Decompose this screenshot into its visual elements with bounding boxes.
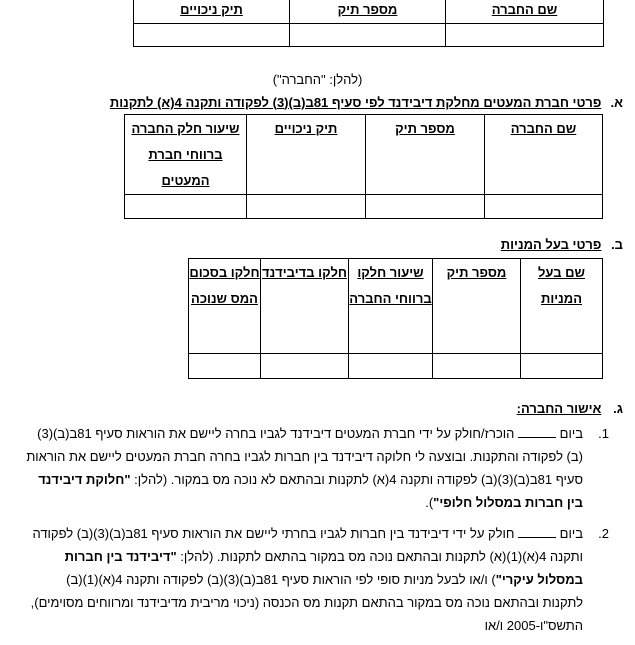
section-b-letter: ב. — [611, 237, 623, 252]
header-file-number: מספר תיק — [290, 0, 446, 24]
a-file-number-cell[interactable] — [366, 195, 485, 219]
b-shareholder-name-cell[interactable] — [521, 354, 603, 379]
header-b-tax-share: חלקו בסכום המס שנוכה — [189, 259, 261, 354]
header-a-company-name: שם החברה — [485, 115, 603, 195]
defined-term: "חלוקת דיבידנד בין חברות במסלול חלופי" — [38, 472, 583, 510]
few-shareholders-company-table — [124, 114, 603, 219]
section-a-title: פרטי חברת המעטים מחלקת דיבידנד לפי סעיף 81ב(ב)(3) לפקודה ותקנה 4(א) לתקנות — [109, 95, 602, 110]
header-b-shareholder-name: שם בעל המניות — [521, 259, 603, 354]
file-number-cell[interactable] — [290, 24, 446, 47]
item-text: הוכרז/חולק על ידי חברת המעטים דיבידנד לגביו בחרה ליישם את הוראות סעיף 81ב(ב)(3)(ב) לפקודה והתקנות. ובוצעה לי חלוקה דיבידנד בין חברות לגביו בחרה חברת המעטים ליישם את הוראות סעיף 81ב(ב)(3)(ב) לפקודה ותקנה 4(א) לתקנות ובהתאם לא נוכה מס במקור. (להלן: — [26, 426, 583, 487]
header-a-file-number: מספר תיק — [366, 115, 485, 195]
a-share-rate-cell[interactable] — [125, 195, 247, 219]
header-company-name: שם החברה — [446, 0, 604, 24]
b-tax-share-cell[interactable] — [189, 354, 261, 379]
company-name-cell[interactable] — [446, 24, 604, 47]
company-approval-items — [23, 422, 623, 645]
item-text: ביום — [559, 426, 583, 441]
header-b-file-number: מספר תיק — [433, 259, 521, 354]
a-company-name-cell[interactable] — [485, 195, 603, 219]
item-number: 1. — [598, 426, 609, 441]
item-text: חולק על ידי דיבידנד בין חברות לגביו בחרתי ליישם את הוראות סעיף 81ב(ב)(3)(ב) לפקודה ותקנה 4(א)(1)(א) לתקנות ובהתאם נוכה מס במקור בהתאם לתקנות. (להלן: — [32, 526, 583, 564]
item-text: ). — [425, 495, 434, 510]
item-text: ביום — [559, 526, 583, 541]
b-dividend-share-cell[interactable] — [261, 354, 349, 379]
b-profit-share-cell[interactable] — [349, 354, 433, 379]
section-b-title: פרטי בעל המניות — [500, 237, 602, 252]
approval-item-2 — [23, 522, 623, 637]
date-blank-1[interactable] — [518, 424, 556, 438]
header-a-share-rate: שיעור חלק החברה ברווחי חברת המעטים — [125, 115, 247, 195]
section-a-heading — [110, 95, 623, 110]
section-c-heading — [517, 401, 623, 416]
deductions-file-cell[interactable] — [134, 24, 290, 47]
section-c-title: אישור החברה: — [516, 401, 602, 416]
section-b-heading — [501, 237, 623, 252]
section-a-letter: א. — [610, 95, 623, 110]
header-deductions-file: תיק ניכויים — [134, 0, 290, 24]
header-b-dividend-share: חלקו בדיבידנד — [261, 259, 349, 354]
hereinafter-company-note: (להלן: "החברה") — [272, 72, 363, 87]
defined-term: "דיבידנד בין חברות במסלול עיקרי" — [64, 549, 583, 587]
item-number: 2. — [598, 526, 609, 541]
a-deductions-file-cell[interactable] — [247, 195, 366, 219]
header-a-deductions-file: תיק ניכויים — [247, 115, 366, 195]
shareholder-table — [188, 258, 603, 379]
item-text: ) ו/או לבעל מניות סופי לפי הוראות סעיף 81ב(ב)(3)(ב) לפקודה ותקנה 4(א)(1)(ב) לתקנות ובהתאם נוכה מס במקור בהתאם תקנות מס הכנסה (ניכוי מריבית מדיבידנד ומרווחים מסוימים), התשס"ו-2005 ו/או — [30, 572, 583, 633]
approval-item-1 — [23, 422, 623, 514]
date-blank-2[interactable] — [518, 524, 556, 538]
section-c-letter: ג. — [613, 401, 623, 416]
company-table — [133, 0, 604, 47]
b-file-number-cell[interactable] — [433, 354, 521, 379]
header-b-profit-share: שיעור חלקו ברווחי החברה — [349, 259, 433, 354]
